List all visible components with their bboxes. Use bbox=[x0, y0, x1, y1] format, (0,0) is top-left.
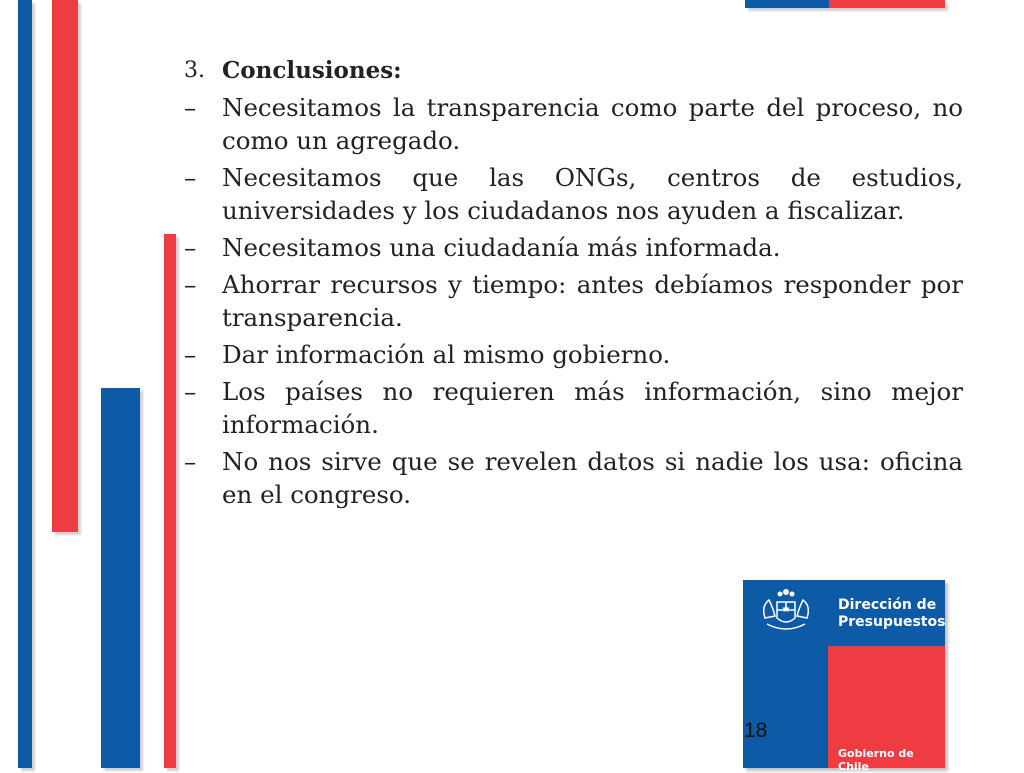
list-item bbox=[184, 375, 963, 441]
bullet-marker: – bbox=[184, 163, 197, 192]
page-number: 18 bbox=[744, 719, 768, 742]
bullet-marker: – bbox=[184, 340, 197, 369]
bullet-marker: – bbox=[184, 377, 197, 406]
bullet-text: Necesitamos que las ONGs, centros de estudios, universidades y los ciudadanos nos ayuden a fiscalizar. bbox=[222, 163, 963, 225]
decorative-bar-red-thin bbox=[164, 234, 176, 768]
decorative-bar-top-red bbox=[829, 0, 945, 8]
list-item bbox=[184, 91, 963, 157]
list-item bbox=[184, 445, 963, 511]
bullet-text: No nos sirve que se revelen datos si nadie los usa: oficina en el congreso. bbox=[222, 447, 963, 509]
bullet-text: Dar información al mismo gobierno. bbox=[222, 340, 671, 369]
list-item bbox=[184, 268, 963, 334]
logo-subtitle: Gobierno de Chile bbox=[838, 747, 914, 773]
list-item bbox=[184, 338, 963, 371]
bullet-text: Necesitamos una ciudadanía más informada. bbox=[222, 233, 781, 262]
decorative-bar-blue-left bbox=[18, 0, 32, 768]
bullet-text: Ahorrar recursos y tiempo: antes debíamos responder por transparencia. bbox=[222, 270, 963, 332]
decorative-bar-blue-middle bbox=[101, 388, 140, 768]
decorative-bar-top-blue bbox=[745, 0, 829, 8]
logo-title: Dirección de Presupuestos bbox=[838, 597, 946, 630]
section-number: 3. bbox=[184, 58, 205, 83]
bullet-marker: – bbox=[184, 93, 197, 122]
list-item bbox=[184, 231, 963, 264]
chile-crest-icon bbox=[753, 588, 819, 644]
bullet-marker: – bbox=[184, 270, 197, 299]
bullet-list bbox=[184, 91, 963, 511]
bullet-text: Los países no requieren más información, sino mejor información. bbox=[222, 377, 963, 439]
decorative-bar-red-left bbox=[52, 0, 78, 532]
slide-content bbox=[184, 54, 963, 515]
bullet-text: Necesitamos la transparencia como parte del proceso, no como un agregado. bbox=[222, 93, 963, 155]
section-heading bbox=[184, 54, 963, 87]
list-item bbox=[184, 161, 963, 227]
section-title: Conclusiones: bbox=[222, 57, 402, 84]
bullet-marker: – bbox=[184, 233, 197, 262]
bullet-marker: – bbox=[184, 447, 197, 476]
direccion-presupuestos-logo bbox=[743, 580, 946, 773]
